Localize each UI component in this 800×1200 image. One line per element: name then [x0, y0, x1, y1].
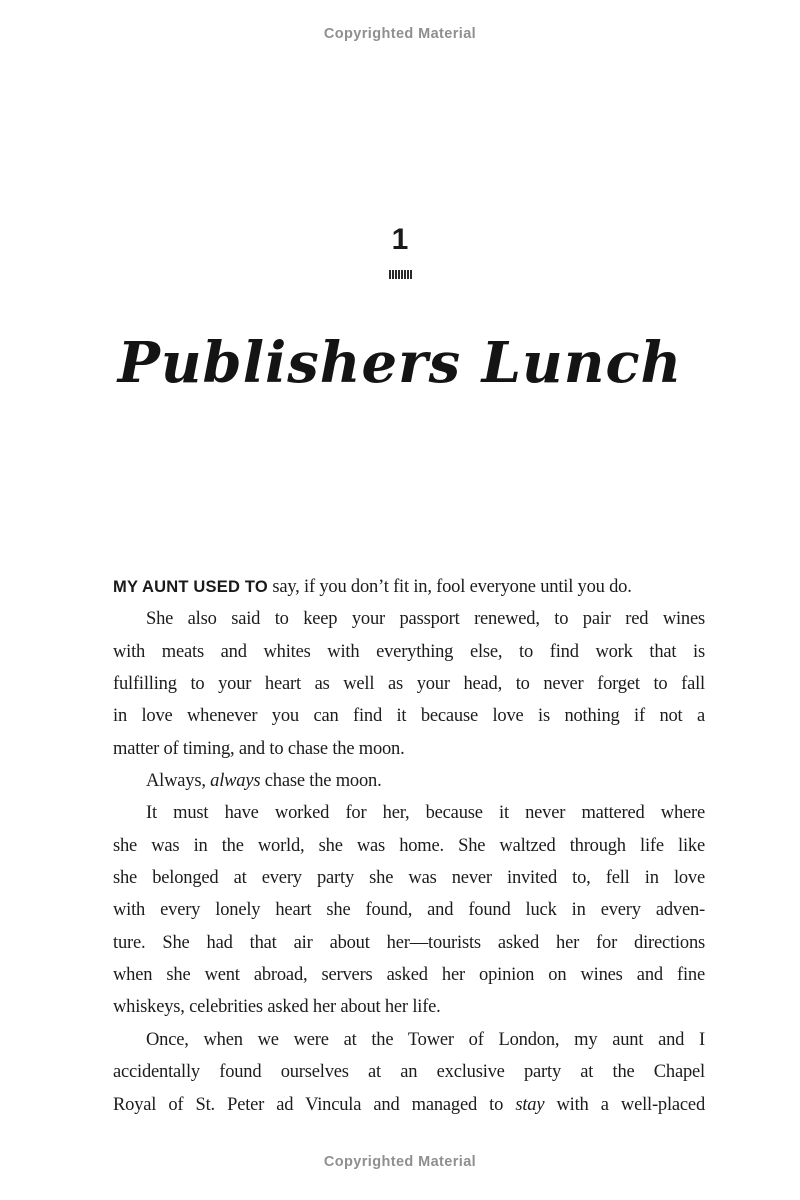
- paragraph: [113, 797, 705, 1023]
- ornament-bar: [404, 270, 406, 279]
- text-segment: in love whenever you can find it because love is nothing if not a: [113, 706, 705, 727]
- body-line: [113, 571, 705, 603]
- leadin-smallcaps: MY AUNT USED TO: [113, 578, 268, 596]
- chapter-ornament: [0, 270, 800, 279]
- ornament-bar: [410, 270, 412, 279]
- body-line: [113, 991, 705, 1023]
- ornament-bar: [392, 270, 394, 279]
- body-line: [113, 765, 705, 797]
- ornament-bar: [389, 270, 391, 279]
- text-segment: matter of timing, and to chase the moon.: [113, 738, 405, 759]
- body-line: [113, 1089, 705, 1121]
- body-text: [113, 571, 705, 1121]
- body-line: [113, 1024, 705, 1056]
- body-line: [113, 894, 705, 926]
- body-line: [113, 1056, 705, 1088]
- chapter-title: Publishers Lunch: [117, 330, 683, 396]
- text-segment: accidentally found ourselves at an exclusive party at the Chapel: [113, 1062, 705, 1083]
- copyright-notice-bottom: Copyrighted Material: [323, 1154, 477, 1170]
- ornament-bar: [407, 270, 409, 279]
- italic-text: always: [210, 771, 261, 792]
- body-line: [113, 733, 705, 765]
- body-line: [113, 668, 705, 700]
- body-line: [113, 862, 705, 894]
- text-segment: Once, when we were at the Tower of London, my aunt and I: [146, 1029, 705, 1050]
- text-segment: Always,: [146, 771, 211, 792]
- text-segment: whiskeys, celebrities asked her about her life.: [113, 997, 441, 1018]
- body-line: [113, 700, 705, 732]
- chapter-number: 1: [391, 223, 409, 256]
- paragraph: [113, 1024, 705, 1121]
- ornament-bars-icon: [389, 270, 412, 279]
- body-line: [113, 603, 705, 635]
- text-segment: Royal of St. Peter ad Vincula and managed to: [113, 1094, 516, 1115]
- body-line: [113, 636, 705, 668]
- paragraph: [113, 571, 705, 603]
- text-segment: fulfilling to your heart as well as your head, to never forget to fall: [113, 674, 705, 695]
- ornament-bar: [401, 270, 403, 279]
- text-segment: She also said to keep your passport renewed, to pair red wines: [146, 609, 705, 630]
- body-line: [113, 959, 705, 991]
- body-line: [113, 830, 705, 862]
- text-segment: with meats and whites with everything else, to find work that is: [113, 641, 705, 662]
- text-segment: she was in the world, she was home. She waltzed through life like: [113, 835, 705, 856]
- ornament-bar: [395, 270, 397, 279]
- paragraph: [113, 603, 705, 765]
- paragraph: [113, 765, 705, 797]
- text-segment: with a well-placed: [544, 1094, 705, 1115]
- body-line: [113, 927, 705, 959]
- text-segment: when she went abroad, servers asked her opinion on wines and fine: [113, 965, 705, 986]
- body-line: [113, 797, 705, 829]
- text-segment: ture. She had that air about her—tourists asked her for directions: [113, 932, 705, 953]
- text-segment: she belonged at every party she was never invited to, fell in love: [113, 868, 705, 889]
- text-segment: with every lonely heart she found, and found luck in every adven-: [113, 900, 705, 921]
- text-segment: chase the moon.: [260, 771, 382, 792]
- ornament-bar: [398, 270, 400, 279]
- text-segment: It must have worked for her, because it never mattered where: [146, 803, 705, 824]
- copyright-notice-top: Copyrighted Material: [323, 26, 477, 42]
- italic-text: stay: [515, 1094, 545, 1115]
- text-segment: say, if you don’t fit in, fool everyone until you do.: [267, 577, 632, 597]
